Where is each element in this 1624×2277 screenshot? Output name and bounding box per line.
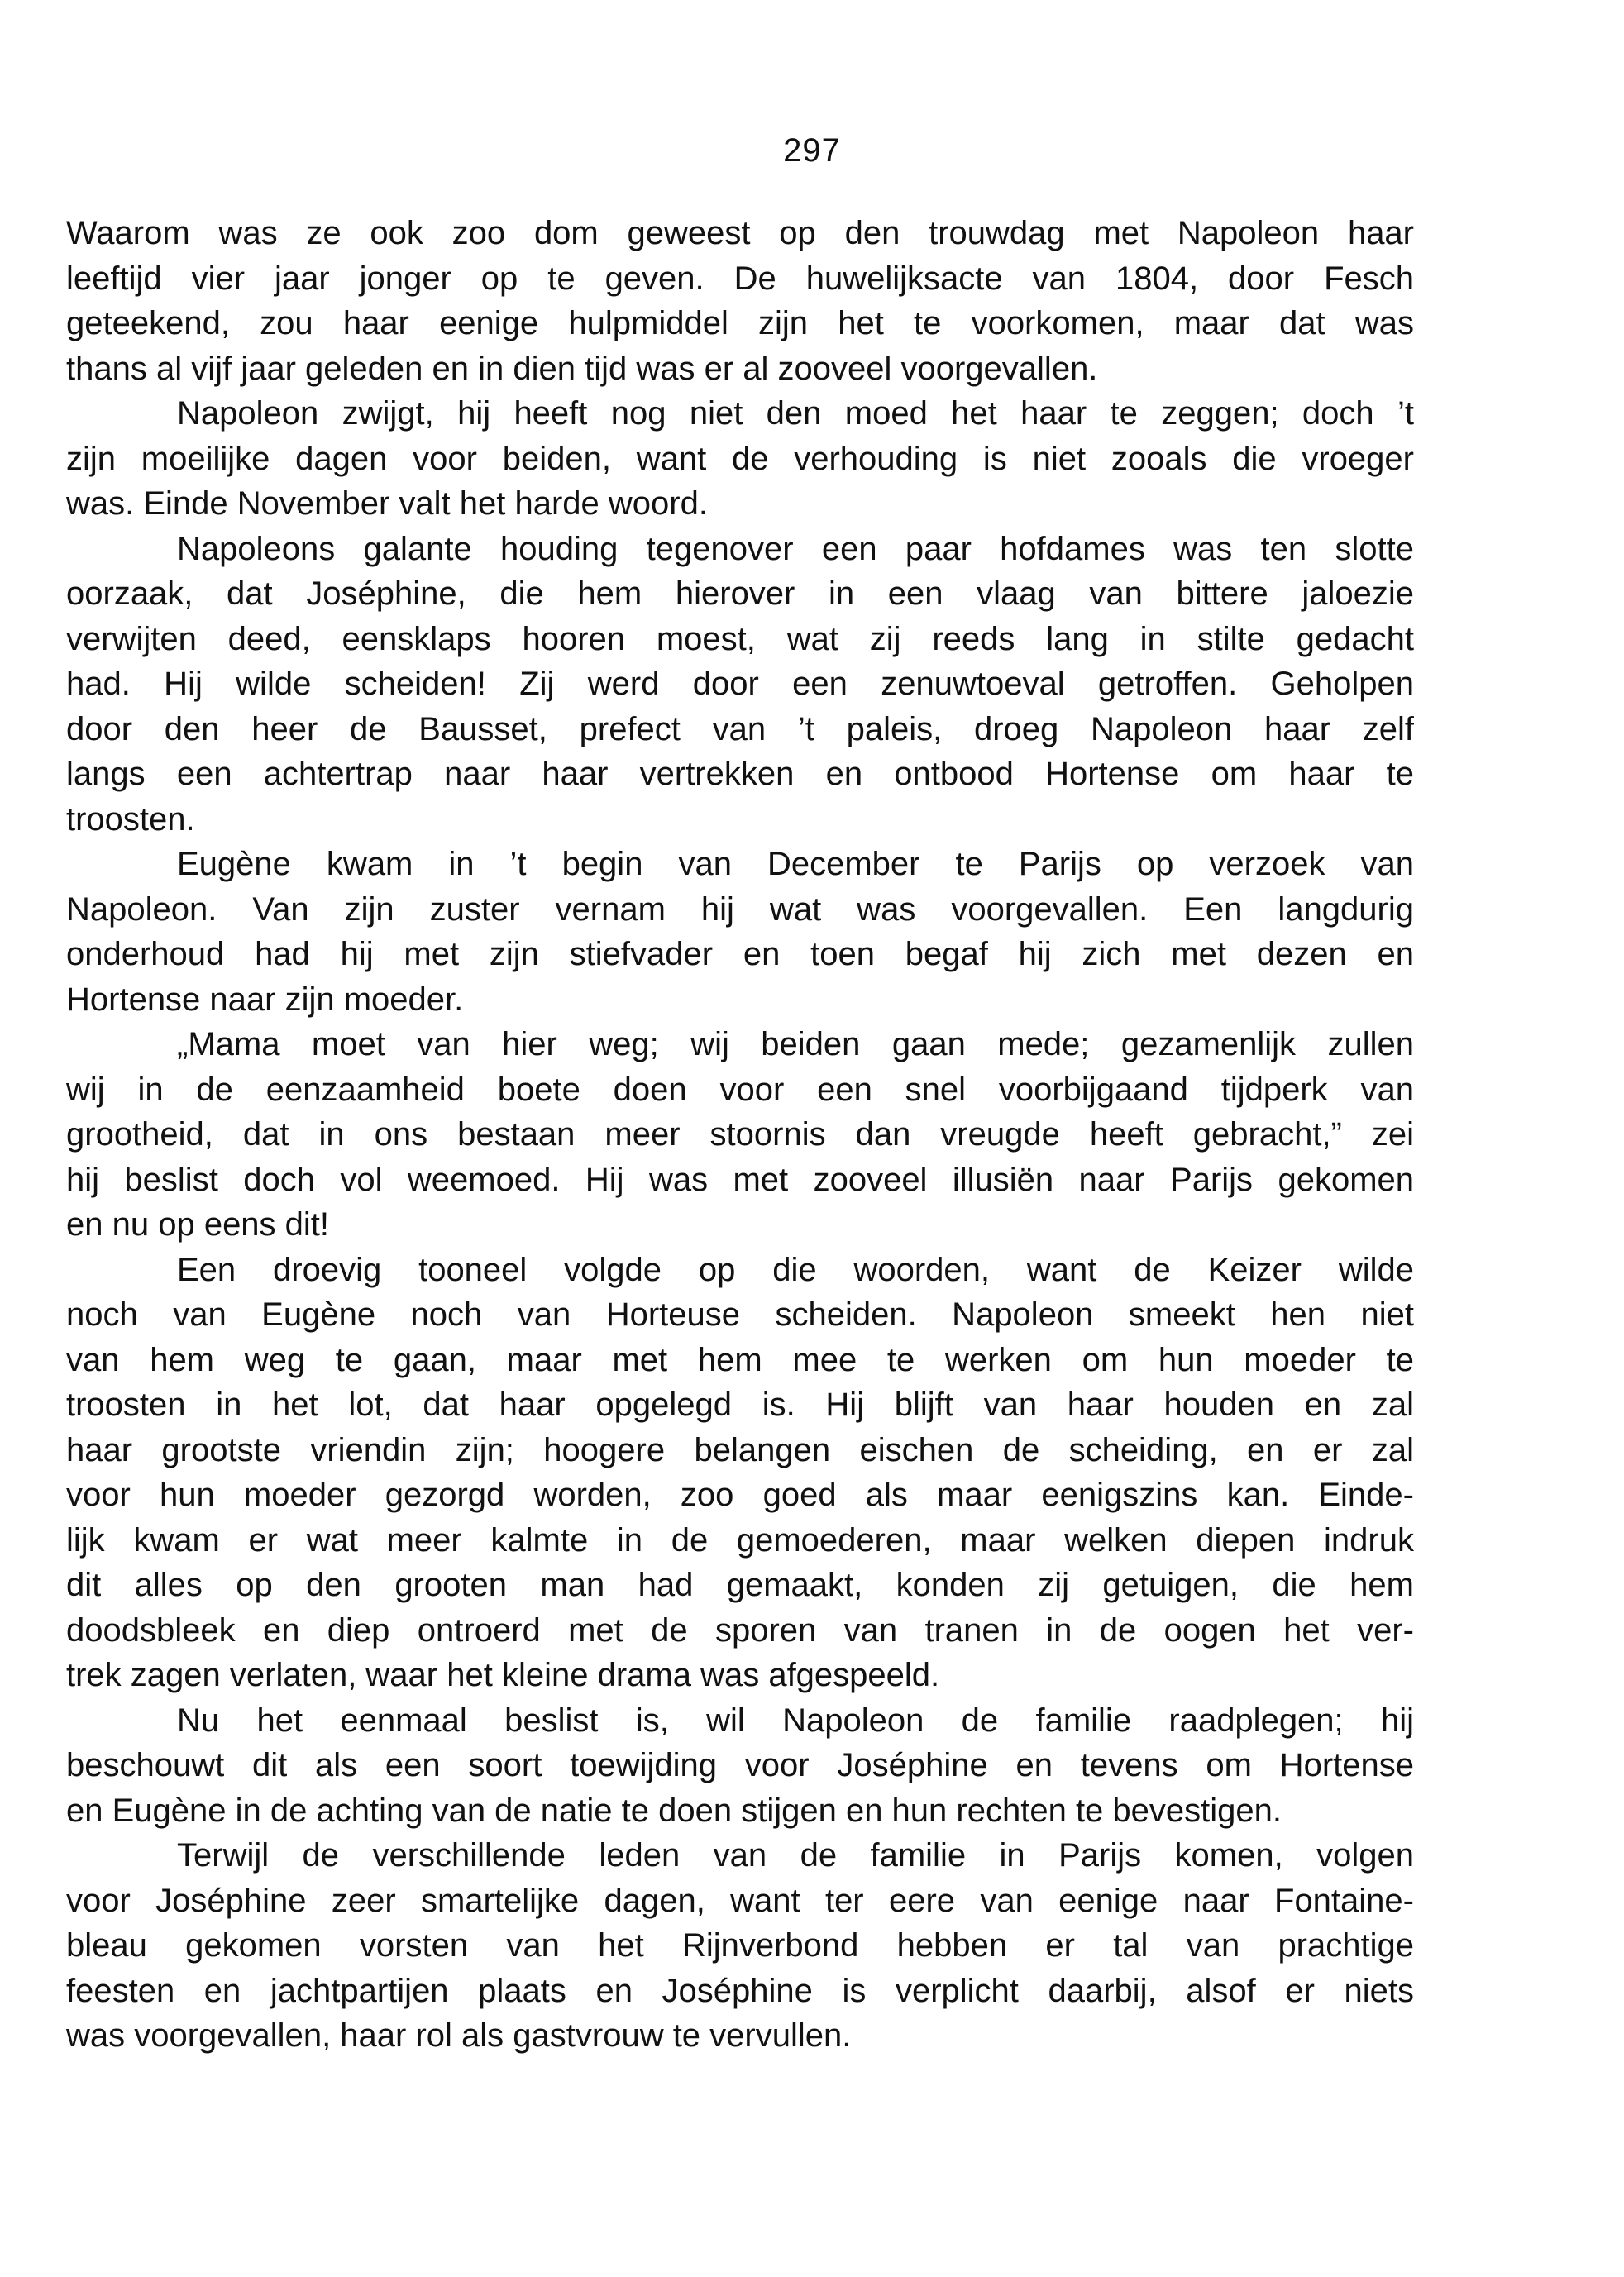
text-line: had. Hij wilde scheiden! Zij werd door een zenuwtoeval getroffen. Geholpen (66, 666, 1414, 702)
text-line: Hortense naar zijn moeder. (66, 981, 464, 1018)
text-line: trek zagen verlaten, waar het kleine drama was afgespeeld. (66, 1657, 940, 1693)
body-text (66, 211, 1414, 2059)
paragraph (66, 1698, 1414, 1834)
text-line: hij beslist doch vol weemoed. Hij was met zooveel illusiën naar Parijs gekomen (66, 1161, 1414, 1198)
text-line: dit alles op den grooten man had gemaakt, konden zij getuigen, die hem (66, 1567, 1414, 1603)
paragraph (66, 1022, 1414, 1248)
text-line: verwijten deed, eensklaps hooren moest, wat zij reeds lang in stilte gedacht (66, 620, 1414, 657)
text-line: lijk kwam er wat meer kalmte in de gemoederen, maar welken diepen indruk (66, 1521, 1414, 1559)
text-line: Napoleons galante houding tegenover een paar hofdames was ten slotte (177, 530, 1414, 567)
text-line: wij in de eenzaamheid boete doen voor een snel voorbijgaand tijdperk van (66, 1071, 1414, 1108)
text-line: door den heer de Bausset, prefect van ’t paleis, droeg Napoleon haar zelf (66, 710, 1414, 747)
text-line: Napoleon zwijgt, hij heeft nog niet den moed het haar te zeggen; doch ’t (177, 395, 1414, 432)
text-line: onderhoud had hij met zijn stiefvader en toen begaf hij zich met dezen en (66, 936, 1414, 972)
text-line: Waarom was ze ook zoo dom geweest op den trouwdag met Napoleon haar (66, 215, 1414, 251)
text-line: en Eugène in de achting van de natie te doen stijgen en hun rechten te bevestigen. (66, 1792, 1282, 1829)
text-line: langs een achtertrap naar haar vertrekken en ontbood Hortense om haar te (66, 756, 1414, 792)
paragraph (66, 1248, 1414, 1698)
text-line: Nu het eenmaal beslist is, wil Napoleon de familie raadplegen; hij (177, 1702, 1414, 1739)
text-line: feesten en jachtpartijen plaats en Joséphine is verplicht daarbij, alsof er niets (66, 1972, 1414, 2009)
text-line: thans al vijf jaar geleden en in dien tijd was er al zooveel voorgevallen. (66, 350, 1098, 387)
text-line: haar grootste vriendin zijn; hoogere belangen eischen de scheiding, en er zal (66, 1431, 1414, 1468)
text-line: doodsbleek en diep ontroerd met de sporen van tranen in de oogen het ver- (66, 1611, 1414, 1649)
text-line: noch van Eugène noch van Horteuse scheiden. Napoleon smeekt hen niet (66, 1296, 1414, 1333)
text-line: „Mama moet van hier weg; wij beiden gaan mede; gezamenlijk zullen (177, 1026, 1414, 1062)
page-number: 297 (783, 132, 841, 169)
text-line: grootheid, dat in ons bestaan meer stoornis dan vreugde heeft gebracht,” zei (66, 1116, 1414, 1153)
text-line: van hem weg te gaan, maar met hem mee te werken om hun moeder te (66, 1341, 1414, 1378)
text-line: en nu op eens dit! (66, 1206, 330, 1243)
text-line: was. Einde November valt het harde woord. (66, 485, 708, 522)
text-line: Een droevig tooneel volgde op die woorden, want de Keizer wilde (177, 1251, 1414, 1288)
paragraph (66, 527, 1414, 843)
text-line: leeftijd vier jaar jonger op te geven. De huwelijksacte van 1804, door Fesch (66, 260, 1414, 297)
paragraph (66, 211, 1414, 391)
text-line: oorzaak, dat Joséphine, die hem hierover in een vlaag van bittere jaloezie (66, 575, 1414, 612)
text-line: Napoleon. Van zijn zuster vernam hij wat was voorgevallen. Een langdurig (66, 890, 1414, 928)
paragraph (66, 391, 1414, 527)
text-line: troosten. (66, 800, 195, 838)
text-line: bleau gekomen vorsten van het Rijnverbond hebben er tal van prachtige (66, 1927, 1414, 1964)
text-line: voor hun moeder gezorgd worden, zoo goed als maar eenigszins kan. Einde- (66, 1477, 1414, 1513)
text-line: Terwijl de verschillende leden van de familie in Parijs komen, volgen (177, 1837, 1414, 1874)
paragraph (66, 842, 1414, 1022)
text-line: beschouwt dit als een soort toewijding voor Joséphine en tevens om Hortense (66, 1747, 1414, 1783)
text-line: voor Joséphine zeer smartelijke dagen, want ter eere van eenige naar Fontaine- (66, 1882, 1414, 1919)
text-line: zijn moeilijke dagen voor beiden, want de verhouding is niet zooals die vroeger (66, 440, 1414, 477)
text-line: geteekend, zou haar eenige hulpmiddel zijn het te voorkomen, maar dat was (66, 305, 1414, 341)
paragraph (66, 1833, 1414, 2059)
text-line: was voorgevallen, haar rol als gastvrouw te vervullen. (66, 2017, 852, 2054)
text-line: troosten in het lot, dat haar opgelegd is. Hij blijft van haar houden en zal (66, 1387, 1414, 1423)
text-line: Eugène kwam in ’t begin van December te Parijs op verzoek van (177, 846, 1414, 882)
